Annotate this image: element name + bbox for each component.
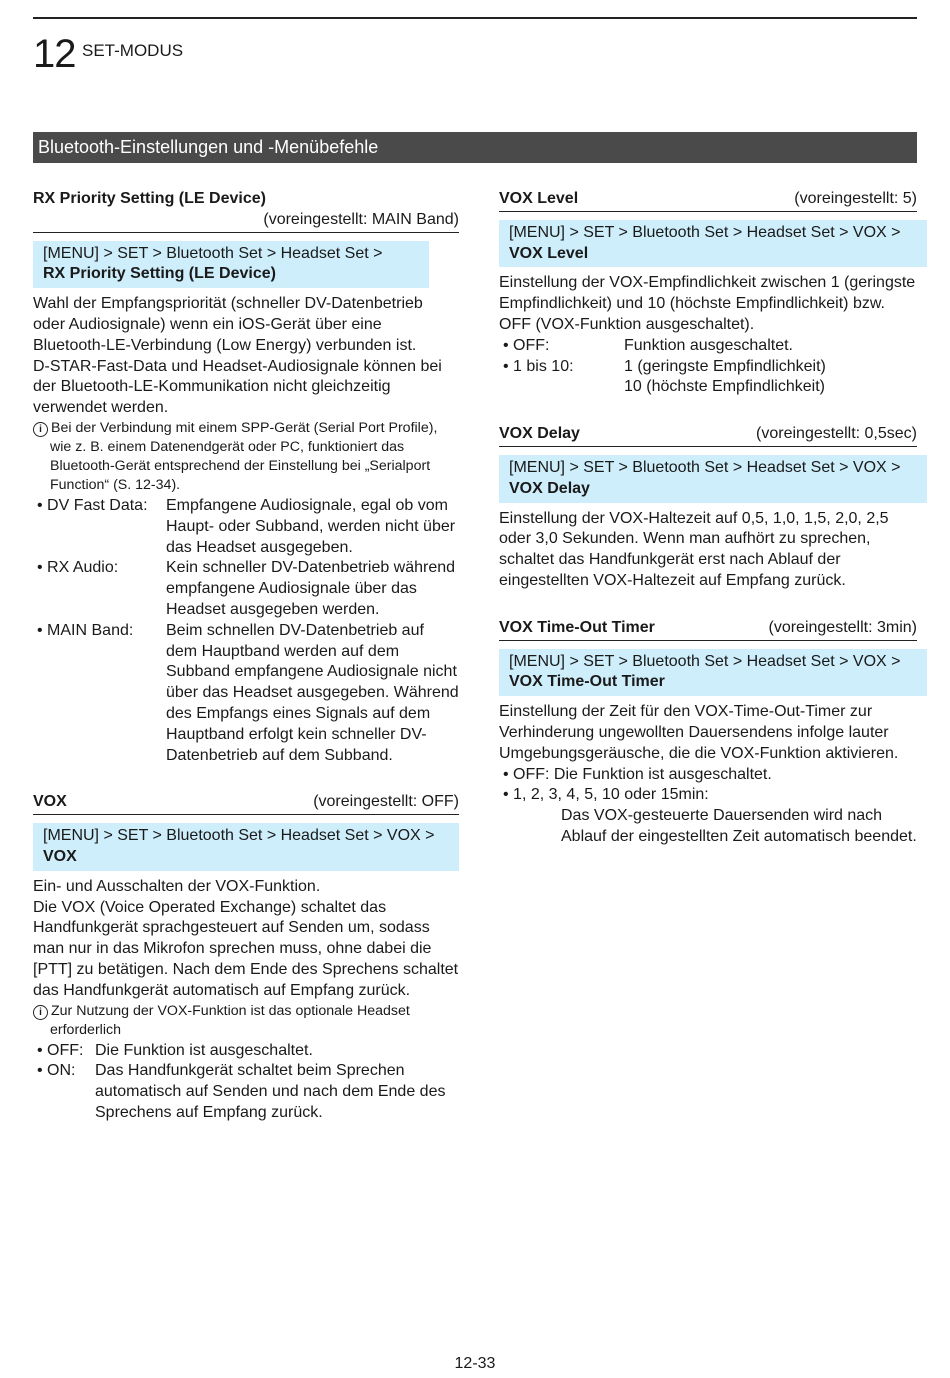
vox-menu-path <box>33 823 459 871</box>
menu-path-text: [MENU] > SET > Bluetooth Set > Headset Set > VOX > <box>509 652 901 670</box>
vox-note <box>33 1002 459 1040</box>
vox-description-2: Die VOX (Voice Operated Exchange) schaltet das Handfunkgerät sprachgesteuert auf Senden um, sodass man nur in das Mikrofon sprechen muss, ohne dabei die [PTT] zu betätigen. Nach dem Ende des Sprechens schaltet das Handfunkgerät automatisch auf Empfang zurück. <box>33 898 459 999</box>
rx-priority-heading <box>33 189 459 233</box>
right-column <box>499 189 917 848</box>
menu-path-text: [MENU] > SET > Bluetooth Set > Headset Set > VOX > <box>509 458 901 476</box>
menu-path-text: [MENU] > SET > Bluetooth Set > Headset Set > VOX > <box>509 223 901 241</box>
option-desc-line: 1 (geringste Empfindlichkeit) <box>624 357 826 375</box>
vox-delay-default: (voreingestellt: 0,5sec) <box>756 425 917 443</box>
vox-timeout-default: (voreingestellt: 3min) <box>768 618 917 636</box>
chapter-number: 12 <box>33 32 76 76</box>
option-item <box>499 357 917 399</box>
vox-timeout-title: VOX Time-Out Timer <box>499 618 655 636</box>
option-label: • 1, 2, 3, 4, 5, 10 oder 15min: <box>503 786 709 804</box>
option-item <box>499 765 917 786</box>
rx-priority-note <box>33 419 459 495</box>
option-label: • ON: <box>37 1062 76 1080</box>
option-desc <box>624 357 917 399</box>
option-desc: Die Funktion ist ausgeschaltet. <box>95 1041 313 1059</box>
vox-delay-title: VOX Delay <box>499 425 580 443</box>
vox-timeout-menu-path <box>499 649 927 697</box>
menu-path-bold: RX Priority Setting (LE Device) <box>43 265 276 283</box>
rx-priority-default: (voreingestellt: MAIN Band) <box>263 210 459 228</box>
vox-description: Ein- und Ausschalten der VOX-Funktion. <box>33 877 321 895</box>
option-item <box>33 621 459 767</box>
option-item <box>499 336 917 357</box>
vox-delay-menu-path <box>499 455 927 503</box>
page-number: 12-33 <box>454 1355 496 1372</box>
vox-level-default: (voreingestellt: 5) <box>794 190 917 207</box>
vox-level-heading <box>499 189 917 212</box>
menu-path-text: [MENU] > SET > Bluetooth Set > Headset Set > <box>43 244 383 262</box>
vox-delay-description: Einstellung der VOX-Haltezeit auf 0,5, 1,0, 1,5, 2,0, 2,5 oder 3,0 Sekunden. Wenn man aufhört zu sprechen, schaltet das Handfunkgerät erst nach Ablauf der eingestellten VOX-Haltezeit auf Empfang zurück. <box>499 509 889 589</box>
option-label: • RX Audio: <box>37 559 119 577</box>
vox-delay-heading <box>499 424 917 447</box>
option-desc: Empfangene Audiosignale, egal ob vom Haupt- oder Subband, werden nicht über das Headset ausgegeben. <box>166 496 456 556</box>
vox-timeout-heading <box>499 618 917 641</box>
option-item <box>33 1041 459 1062</box>
option-label: • 1 bis 10: <box>503 357 574 375</box>
note-text: Bei der Verbindung mit einem SPP-Gerät (Serial Port Profile), wie z. B. einem Datenendgerät oder PC, funktioniert das Bluetooth-Gerät entsprechend der Einstellung bei „Serialport Function“ (S. 12-34). <box>50 419 438 493</box>
menu-path-bold: VOX Delay <box>509 479 590 497</box>
section-title: Bluetooth-Einstellungen und -Menübefehle <box>38 137 379 157</box>
option-desc: Funktion ausgeschaltet. <box>624 336 793 354</box>
option-desc: Beim schnellen DV-Datenbetrieb auf dem Hauptband werden auf dem Subband empfangene Audiosignale nicht über das Headset ausgegeben. Während des Empfangs eines Signals auf dem Hauptband erfolgt kein schneller DV-Datenbetrieb auf dem Subband. <box>166 621 459 764</box>
menu-path-text: [MENU] > SET > Bluetooth Set > Headset Set > VOX > <box>43 827 435 845</box>
option-off: • OFF: Die Funktion ist ausgeschaltet. <box>503 765 772 783</box>
info-icon: i <box>33 1005 48 1020</box>
menu-path-bold: VOX <box>43 847 77 865</box>
option-desc: Das VOX-gesteuerte Dauersenden wird nach Ablauf der eingestellten Zeit automatisch beendet. <box>561 807 917 845</box>
info-icon: i <box>33 422 48 437</box>
menu-path-bold: VOX Time-Out Timer <box>509 673 665 691</box>
top-rule <box>33 17 917 19</box>
vox-level-menu-path <box>499 220 927 268</box>
option-label: • DV Fast Data: <box>37 496 148 514</box>
option-label: • MAIN Band: <box>37 621 134 639</box>
option-item <box>33 558 459 620</box>
section-title-bar <box>33 132 917 163</box>
left-column <box>33 189 459 1124</box>
option-label: • OFF: <box>37 1041 84 1059</box>
option-item <box>33 1061 459 1123</box>
rx-priority-menu-path <box>33 241 429 289</box>
option-item <box>499 785 917 806</box>
menu-path-bold: VOX Level <box>509 244 589 262</box>
vox-title: VOX <box>33 793 67 811</box>
option-desc-line: 10 (höchste Empfindlichkeit) <box>624 378 825 396</box>
chapter-title: SET-MODUS <box>82 41 184 60</box>
option-item <box>33 496 459 558</box>
rx-priority-description-2: D-STAR-Fast-Data und Headset-Audiosignale können bei der Bluetooth-LE-Kommunikation nicht gleichzeitig verwendet werden. <box>33 357 442 417</box>
vox-default: (voreingestellt: OFF) <box>313 793 459 811</box>
vox-level-title: VOX Level <box>499 190 579 207</box>
vox-timeout-description: Einstellung der Zeit für den VOX-Time-Out-Timer zur Verhinderung ungewollten Dauersendens infolge lauter Umgebungsgeräusche, die die VOX-Funktion aktivieren. <box>499 703 899 762</box>
note-text: Zur Nutzung der VOX-Funktion ist das optionale Headset erforderlich <box>50 1002 410 1038</box>
vox-level-description: Einstellung der VOX-Empfindlichkeit zwischen 1 (geringste Empfindlichkeit) und 10 (höchste Empfindlichkeit) bzw. OFF (VOX-Funktion ausgeschaltet). <box>499 274 916 333</box>
rx-priority-title: RX Priority Setting (LE Device) <box>33 190 266 207</box>
option-desc: Das Handfunkgerät schaltet beim Sprechen automatisch auf Senden und nach dem Ende des Sprechens auf Empfang zurück. <box>95 1062 446 1121</box>
rx-priority-description: Wahl der Empfangspriorität (schneller DV-Datenbetrieb oder Audiosignale) wenn ein iOS-Gerät über eine Bluetooth-LE-Verbindung (Low Energy) verbunden ist. <box>33 295 423 354</box>
option-label: • OFF: <box>503 336 550 354</box>
option-desc: Kein schneller DV-Datenbetrieb während empfangene Audiosignale über das Headset ausgegeben werden. <box>166 559 456 618</box>
vox-heading <box>33 792 459 815</box>
